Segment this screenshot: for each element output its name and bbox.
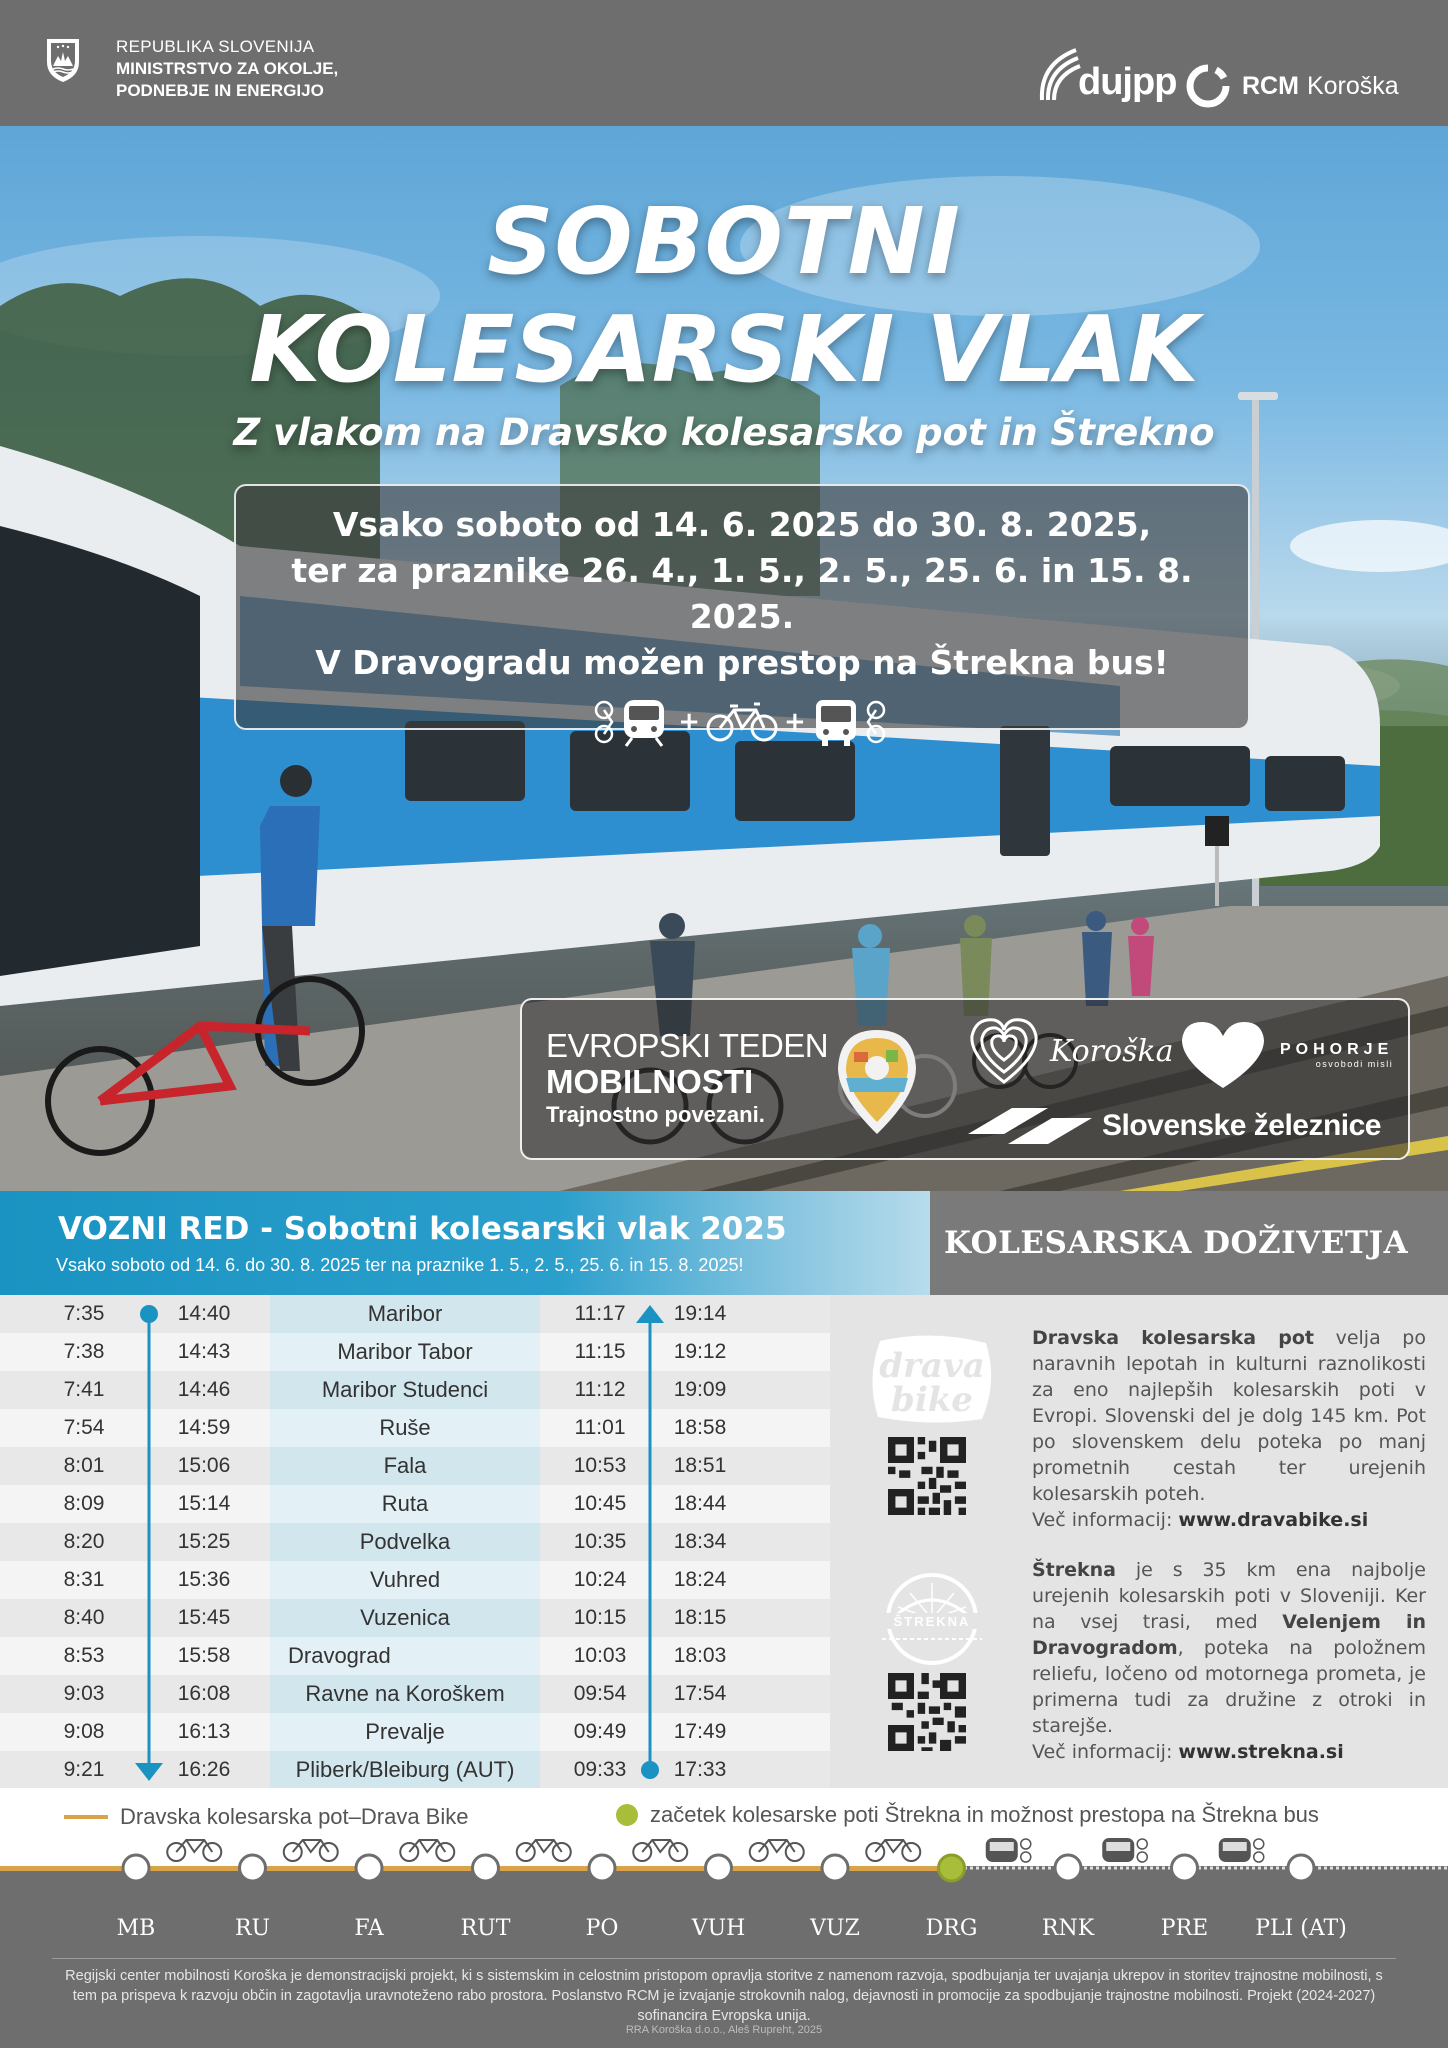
strekna-logo-word: ŠTREKNA bbox=[893, 1614, 971, 1629]
etm-line-1: EVROPSKI TEDEN bbox=[546, 1027, 829, 1064]
etm-line-2: MOBILNOSTI bbox=[546, 1063, 754, 1100]
return-evening: 19:12 bbox=[673, 1340, 727, 1363]
departure-morning: 9:21 bbox=[63, 1758, 105, 1781]
legend-line-label: Dravska kolesarska pot–Drava Bike bbox=[120, 1804, 469, 1829]
return-morning: 10:03 bbox=[573, 1644, 627, 1667]
bike-train-icon bbox=[592, 696, 672, 748]
departure-afternoon: 15:58 bbox=[177, 1644, 231, 1667]
departure-morning: 7:41 bbox=[63, 1378, 105, 1401]
bus-bike-icon bbox=[812, 696, 892, 748]
route-stop-dot bbox=[356, 1855, 382, 1881]
bicycle-icon bbox=[706, 700, 778, 744]
sz-word: Slovenske železnice bbox=[1102, 1109, 1381, 1142]
departure-morning: 7:38 bbox=[63, 1340, 105, 1363]
plus-sign-2: + bbox=[784, 707, 806, 737]
return-evening: 17:54 bbox=[673, 1682, 727, 1705]
return-evening: 18:24 bbox=[673, 1568, 727, 1591]
timetable-subtitle: Vsako soboto od 14. 6. do 30. 8. 2025 ter na praznike 1. 5., 2. 5., 25. 6. in 15. 8. 2025! bbox=[56, 1255, 744, 1275]
strekna-logo bbox=[870, 1563, 994, 1673]
return-evening: 18:34 bbox=[673, 1530, 727, 1553]
sz-stripes-icon bbox=[968, 1104, 1092, 1148]
pohorje-tagline: osvobodi misli bbox=[1315, 1059, 1394, 1069]
strekna-qr-code bbox=[888, 1673, 966, 1751]
departure-afternoon: 15:45 bbox=[177, 1606, 231, 1629]
direction-arrows bbox=[0, 1295, 830, 1789]
outbound-line bbox=[148, 1314, 151, 1764]
departure-afternoon: 14:43 bbox=[177, 1340, 231, 1363]
hero-section bbox=[0, 126, 1448, 1191]
departure-afternoon: 14:59 bbox=[177, 1416, 231, 1439]
dravabike-logo bbox=[862, 1335, 1002, 1425]
dravabike-description bbox=[1032, 1325, 1426, 1533]
rcm-koroska-word: Koroška bbox=[1306, 71, 1399, 100]
departure-afternoon: 14:46 bbox=[177, 1378, 231, 1401]
hero-subtitle: Z vlakom na Dravsko kolesarsko pot in Štrekno bbox=[233, 411, 1215, 454]
top-header bbox=[0, 0, 1448, 126]
timetable-title: VOZNI RED - Sobotni kolesarski vlak 2025 bbox=[58, 1211, 787, 1247]
return-morning: 09:54 bbox=[573, 1682, 627, 1705]
route-stop-dot bbox=[589, 1855, 615, 1881]
mobility-pin-icon bbox=[832, 1026, 922, 1138]
legend-dot-swatch bbox=[616, 1804, 638, 1826]
return-morning: 10:35 bbox=[573, 1530, 627, 1553]
timetable-header bbox=[0, 1191, 930, 1295]
return-morning: 11:12 bbox=[574, 1378, 626, 1401]
route-diagram bbox=[0, 1838, 1448, 1900]
pohorje-heart-icon bbox=[1178, 1020, 1268, 1090]
departure-morning: 8:01 bbox=[63, 1454, 105, 1477]
route-bicycle-icon bbox=[517, 1840, 571, 1861]
return-evening: 19:14 bbox=[673, 1302, 727, 1325]
koroska-logo bbox=[968, 1016, 1174, 1086]
route-stop-label: DRG bbox=[925, 1916, 978, 1941]
legend-strekna-start bbox=[616, 1802, 1319, 1828]
coat-of-arms-icon bbox=[44, 36, 82, 84]
return-morning: 10:24 bbox=[573, 1568, 627, 1591]
info-line-1: Vsako soboto od 14. 6. 2025 do 30. 8. 2025, bbox=[332, 505, 1152, 544]
strekna-name: Štrekna bbox=[1032, 1559, 1117, 1581]
pohorje-word: POHORJE bbox=[1280, 1041, 1394, 1058]
route-stop-label: PRE bbox=[1160, 1916, 1209, 1941]
footer-credit: RRA Koroška d.o.o., Aleš Rupreht, 2025 bbox=[625, 2024, 823, 2036]
station-name: Maribor bbox=[270, 1295, 540, 1333]
return-arrow-icon bbox=[636, 1305, 664, 1323]
rcm-ring-icon bbox=[1186, 64, 1230, 108]
departure-morning: 8:40 bbox=[63, 1606, 105, 1629]
departure-morning: 9:08 bbox=[63, 1720, 105, 1743]
route-train-icon bbox=[986, 1838, 1031, 1862]
route-stop-dot bbox=[240, 1855, 266, 1881]
route-stop-dot bbox=[822, 1855, 848, 1881]
strekna-text-2: , poteka na položnem reliefu, ločeno od motornega prometa, je primerna tudi za družine z otroki in starejše. bbox=[1032, 1637, 1426, 1737]
return-morning: 10:15 bbox=[573, 1606, 627, 1629]
route-stop-dot bbox=[1288, 1855, 1314, 1881]
return-evening: 18:15 bbox=[673, 1606, 727, 1629]
route-bicycle-icon bbox=[750, 1840, 804, 1861]
legend-drava-bike bbox=[64, 1804, 468, 1830]
route-stop-label: VUZ bbox=[810, 1916, 860, 1941]
departure-afternoon: 16:26 bbox=[177, 1758, 231, 1781]
schedule-info-box bbox=[234, 484, 1250, 737]
return-evening: 18:51 bbox=[673, 1454, 727, 1477]
station-name: Pliberk/Bleiburg (AUT) bbox=[270, 1751, 540, 1789]
station-name: Vuzenica bbox=[270, 1599, 540, 1637]
route-stop-label: RU bbox=[234, 1916, 271, 1941]
gov-line-3: PODNEBJE IN ENERGIJO bbox=[116, 81, 324, 100]
footer-divider bbox=[52, 1958, 1396, 1959]
return-evening: 19:09 bbox=[673, 1378, 727, 1401]
dravabike-qr-code bbox=[888, 1437, 966, 1515]
departure-afternoon: 15:06 bbox=[177, 1454, 231, 1477]
route-stop-dot bbox=[1172, 1855, 1198, 1881]
route-stop-label: MB bbox=[116, 1916, 156, 1941]
route-stop-label: PO bbox=[585, 1916, 619, 1941]
station-name: Vuhred bbox=[270, 1561, 540, 1599]
departure-afternoon: 14:40 bbox=[177, 1302, 231, 1325]
dujpp-arcs-icon bbox=[1036, 44, 1082, 102]
route-stop-label: RUT bbox=[460, 1916, 511, 1941]
route-train-icon bbox=[1219, 1838, 1264, 1862]
route-bicycle-icon bbox=[866, 1840, 920, 1861]
return-morning: 09:49 bbox=[573, 1720, 627, 1743]
timetable bbox=[0, 1295, 830, 1789]
route-stop-dot bbox=[939, 1855, 965, 1881]
dujpp-word: dujpp bbox=[1078, 61, 1177, 103]
outbound-arrow-icon bbox=[135, 1763, 163, 1781]
return-end-dot bbox=[641, 1761, 659, 1779]
gov-line-2: MINISTRSTVO ZA OKOLJE, bbox=[116, 59, 339, 78]
departure-morning: 8:09 bbox=[63, 1492, 105, 1515]
return-morning: 10:45 bbox=[573, 1492, 627, 1515]
route-train-icon bbox=[1102, 1838, 1147, 1862]
etm-line-3: Trajnostno povezani. bbox=[546, 1102, 765, 1127]
hero-title-line-1: SOBOTNI bbox=[487, 188, 961, 295]
strekna-description bbox=[1032, 1557, 1426, 1765]
station-name: Dravograd bbox=[270, 1637, 540, 1675]
departure-afternoon: 15:25 bbox=[177, 1530, 231, 1553]
strekna-more-label: Več informacij: bbox=[1032, 1741, 1179, 1763]
return-morning: 09:33 bbox=[573, 1758, 627, 1781]
station-name: Prevalje bbox=[270, 1713, 540, 1751]
route-stop-dot bbox=[1055, 1855, 1081, 1881]
return-evening: 18:44 bbox=[673, 1492, 727, 1515]
return-line bbox=[649, 1321, 652, 1771]
return-morning: 11:15 bbox=[574, 1340, 626, 1363]
dravabike-more-label: Več informacij: bbox=[1032, 1509, 1179, 1531]
footer-text: Regijski center mobilnosti Koroška je demonstracijski projekt, ki s sistemskim in celostnim pristopom opravlja storitve z namenom razvoja, spodbujanja ter uvajanja ukrepov in storitev trajnostne mobilnosti, s tem pa prispeva k razvoju občin in zagotavlja uravnoteženo rabo prostora. Poslanstvo RCM je izvajanje strokovnih nalog, dejavnosti in promocije za spodbujanje trajnostne mobilnosti. Projekt (2024-2027) sofinancira Evropska unija. bbox=[65, 1968, 1383, 2024]
dravabike-logo-word-1: drava bbox=[879, 1346, 985, 1386]
station-name: Maribor Tabor bbox=[270, 1333, 540, 1371]
return-evening: 18:58 bbox=[673, 1416, 727, 1439]
departure-morning: 9:03 bbox=[63, 1682, 105, 1705]
dravabike-logo-word-2: bike bbox=[891, 1380, 973, 1420]
station-name: Podvelka bbox=[270, 1523, 540, 1561]
info-line-2: ter za praznike 26. 4., 1. 5., 2. 5., 25. 6. in 15. 8. 2025. bbox=[291, 551, 1193, 636]
departure-morning: 7:54 bbox=[63, 1416, 105, 1439]
experiences-panel bbox=[830, 1295, 1448, 1788]
dravabike-text: velja po naravnih lepotah in kulturni raznolikosti za eno najlepših kolesarskih poti v Evropi. Slovenski del je dolg 145 km. Pot po slovenskem delu poteka po manj prometnih cestah ter urejenih kolesarskih poteh. bbox=[1032, 1327, 1426, 1505]
route-bicycle-icon bbox=[400, 1840, 454, 1861]
info-line-3: V Dravogradu možen prestop na Štrekna bus! bbox=[315, 643, 1169, 682]
return-evening: 18:03 bbox=[673, 1644, 727, 1667]
dravabike-url[interactable]: www.dravabike.si bbox=[1178, 1509, 1369, 1531]
koroska-heart-icon bbox=[968, 1016, 1040, 1086]
hero-title-line-2: KOLESARSKI VLAK bbox=[249, 296, 1199, 403]
station-name: Ruta bbox=[270, 1485, 540, 1523]
departure-afternoon: 15:36 bbox=[177, 1568, 231, 1591]
footer bbox=[0, 1900, 1448, 2048]
strekna-route-ends: Velenjem in Dravogradom bbox=[1032, 1611, 1426, 1659]
route-stop-dot bbox=[123, 1855, 149, 1881]
ministry-logo bbox=[44, 36, 338, 102]
pohorje-logo bbox=[1178, 1020, 1393, 1090]
return-morning: 10:53 bbox=[573, 1454, 627, 1477]
slovenske-zeleznice-logo bbox=[968, 1104, 1381, 1148]
return-morning: 11:01 bbox=[574, 1416, 626, 1439]
rcm-logo bbox=[1186, 64, 1399, 108]
departure-afternoon: 16:13 bbox=[177, 1720, 231, 1743]
route-stop-label: VUH bbox=[691, 1916, 746, 1941]
strekna-url[interactable]: www.strekna.si bbox=[1178, 1741, 1344, 1763]
return-evening: 17:49 bbox=[673, 1720, 727, 1743]
koroska-word: Koroška bbox=[1050, 1033, 1174, 1069]
departure-afternoon: 16:08 bbox=[177, 1682, 231, 1705]
route-stop-dot bbox=[706, 1855, 732, 1881]
station-name: Fala bbox=[270, 1447, 540, 1485]
departure-morning: 7:35 bbox=[63, 1302, 105, 1325]
dravabike-name: Dravska kolesarska pot bbox=[1032, 1327, 1315, 1349]
return-evening: 17:33 bbox=[673, 1758, 727, 1781]
strekna-text-1: je s 35 km ena najbolje urejenih kolesarskih poti v Sloveniji. Ker na vsej trasi, med bbox=[1032, 1559, 1426, 1633]
station-name: Maribor Studenci bbox=[270, 1371, 540, 1409]
rcm-word: RCM bbox=[1242, 71, 1299, 100]
partner-logos-box bbox=[520, 998, 1410, 1160]
experiences-title: KOLESARSKA DOŽIVETJA bbox=[944, 1225, 1409, 1261]
route-bicycle-icon bbox=[284, 1840, 338, 1861]
experiences-header bbox=[930, 1191, 1448, 1295]
route-stop-label: PLI (AT) bbox=[1255, 1916, 1347, 1941]
legend-line-swatch bbox=[64, 1815, 108, 1819]
transport-icons bbox=[236, 696, 1248, 748]
station-name: Ruše bbox=[270, 1409, 540, 1447]
route-bicycle-icon bbox=[633, 1840, 687, 1861]
station-name: Ravne na Koroškem bbox=[270, 1675, 540, 1713]
return-morning: 11:17 bbox=[574, 1302, 626, 1325]
departure-morning: 8:53 bbox=[63, 1644, 105, 1667]
departure-afternoon: 15:14 bbox=[177, 1492, 231, 1515]
route-stop-label: RNK bbox=[1041, 1916, 1095, 1941]
route-bicycle-icon bbox=[167, 1840, 221, 1861]
etm-logo bbox=[546, 1028, 828, 1130]
dujpp-logo bbox=[1036, 44, 1176, 102]
legend-dot-label: začetek kolesarske poti Štrekna in možnost prestopa na Štrekna bus bbox=[650, 1802, 1319, 1827]
route-stop-label: FA bbox=[354, 1916, 384, 1941]
departure-morning: 8:31 bbox=[63, 1568, 105, 1591]
route-stop-dot bbox=[473, 1855, 499, 1881]
plus-sign-1: + bbox=[678, 707, 700, 737]
gov-line-1: REPUBLIKA SLOVENIJA bbox=[116, 37, 315, 56]
departure-morning: 8:20 bbox=[63, 1530, 105, 1553]
